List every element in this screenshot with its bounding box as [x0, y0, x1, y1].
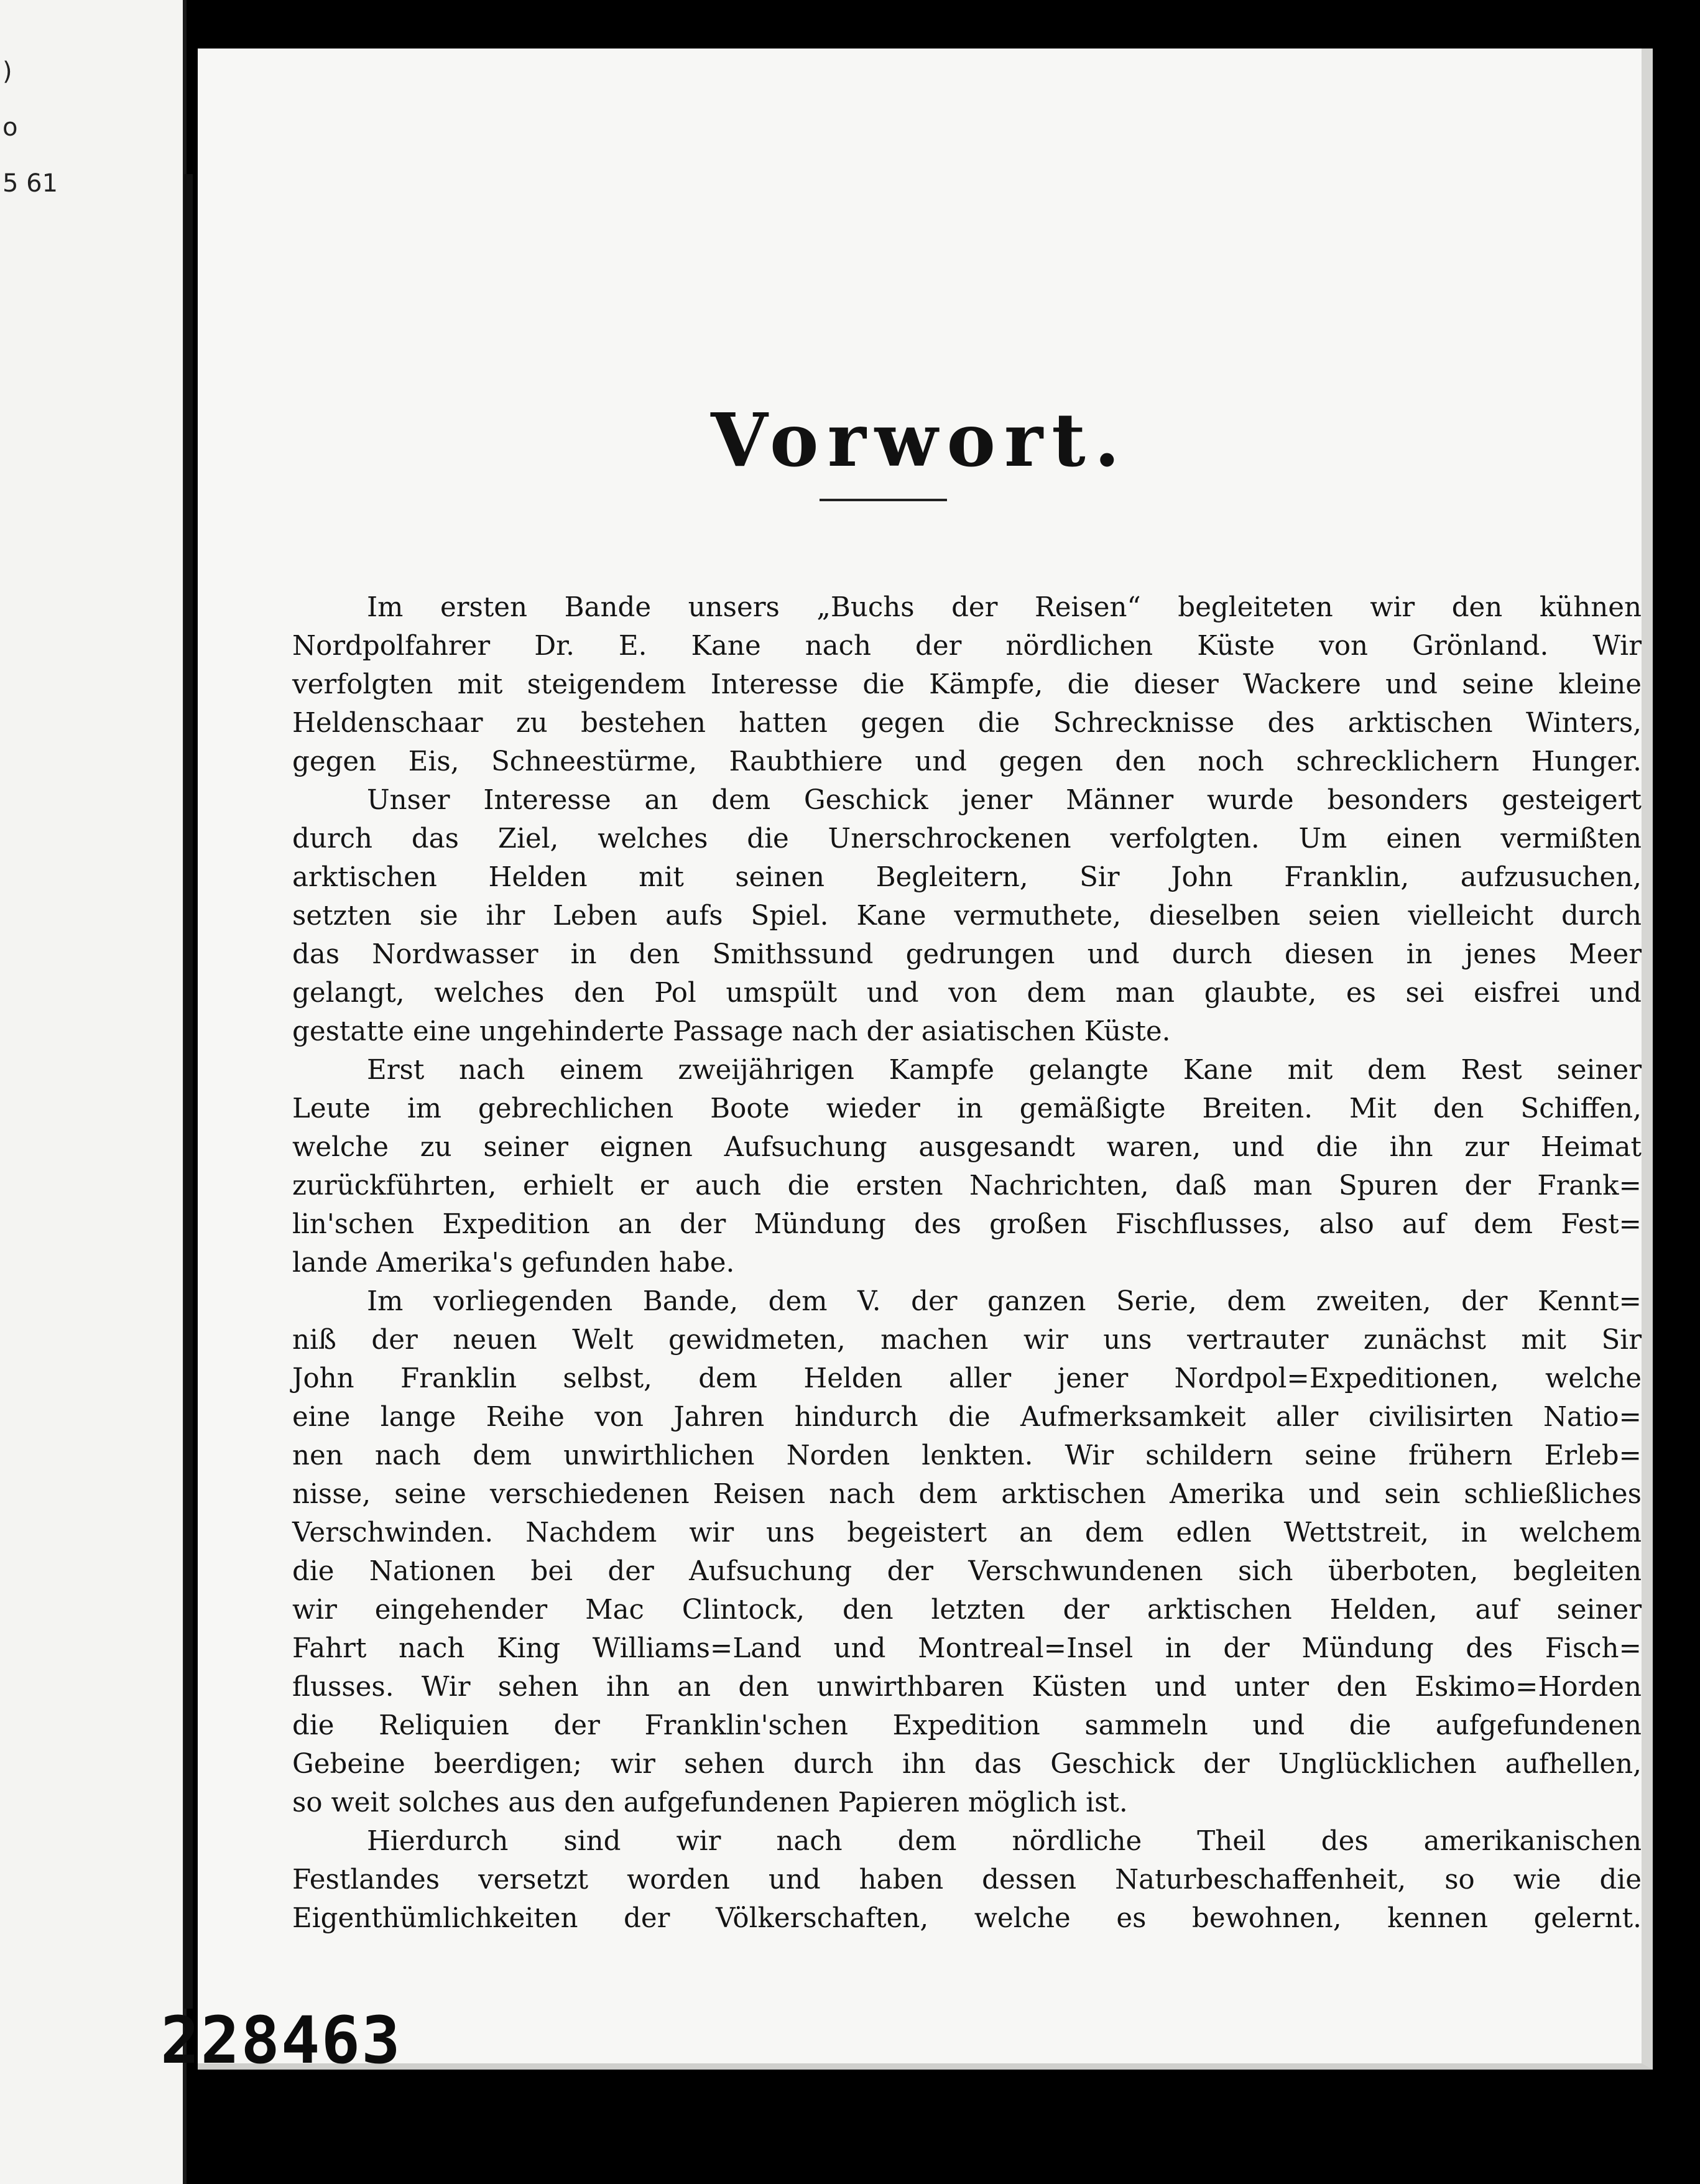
text-line: so weit solches aus den aufgefundenen Papieren möglich ist. — [292, 1787, 1128, 1818]
text-line: gegen Eis, Schneestürme, Raubthiere und gegen den noch schrecklichern Hunger. — [292, 746, 1642, 777]
text-line: gelangt, welches den Pol umspült und von dem man glaubte, es sei eisfrei und — [292, 978, 1642, 1009]
book-binding-edge — [184, 174, 193, 2009]
text-line: Heldenschaar zu bestehen hatten gegen die Schrecknisse des arktischen Winters, — [292, 708, 1642, 739]
scanned-page — [198, 49, 1653, 2070]
page-title: Vorwort. — [711, 397, 1129, 483]
text-line: Leute im gebrechlichen Boote wieder in gemäßigte Breiten. Mit den Schiffen, — [292, 1093, 1642, 1124]
margin-marks: ) o 5 61 — [2, 57, 58, 198]
text-line: Im ersten Bande unsers „Buchs der Reisen“ begleiteten wir den kühnen — [367, 592, 1642, 623]
inventory-stamp-number: 228463 — [160, 2002, 402, 2078]
text-line: Gebeine beerdigen; wir sehen durch ihn das Geschick der Unglücklichen aufhellen, — [292, 1749, 1642, 1780]
text-line: nen nach dem unwirthlichen Norden lenkten. Wir schildern seine frühern Erleb= — [292, 1440, 1642, 1471]
text-line: Unser Interesse an dem Geschick jener Männer wurde besonders gesteigert — [367, 785, 1642, 816]
text-line: gestatte eine ungehinderte Passage nach der asiatischen Küste. — [292, 1016, 1171, 1047]
text-line: die Reliquien der Franklin'schen Expedition sammeln und die aufgefundenen — [292, 1710, 1642, 1741]
text-line: flusses. Wir sehen ihn an den unwirthbaren Küsten und unter den Eskimo=Horden — [292, 1672, 1642, 1703]
text-line: Im vorliegenden Bande, dem V. der ganzen Serie, dem zweiten, der Kennt= — [367, 1286, 1642, 1317]
text-line: Festlandes versetzt worden und haben dessen Naturbeschaffenheit, so wie die — [292, 1864, 1642, 1895]
text-line: arktischen Helden mit seinen Begleitern, Sir John Franklin, aufzusuchen, — [292, 862, 1642, 893]
text-line: John Franklin selbst, dem Helden aller jener Nordpol=Expeditionen, welche — [292, 1363, 1642, 1394]
text-line: Verschwinden. Nachdem wir uns begeistert an dem edlen Wettstreit, in welchem — [292, 1517, 1642, 1548]
preface-text — [292, 588, 1642, 1938]
text-line: eine lange Reihe von Jahren hindurch die Aufmerksamkeit aller civilisirten Natio= — [292, 1402, 1642, 1433]
text-line: welche zu seiner eignen Aufsuchung ausgesandt waren, und die ihn zur Heimat — [292, 1132, 1642, 1163]
text-line: lande Amerika's gefunden habe. — [292, 1247, 735, 1279]
text-line: nisse, seine verschiedenen Reisen nach dem arktischen Amerika und sein schließliches — [292, 1479, 1642, 1510]
text-line: zurückführten, erhielt er auch die ersten Nachrichten, daß man Spuren der Frank= — [292, 1170, 1642, 1201]
text-line: durch das Ziel, welches die Unerschrockenen verfolgten. Um einen vermißten — [292, 823, 1642, 854]
text-line: verfolgten mit steigendem Interesse die Kämpfe, die dieser Wackere und seine kleine — [292, 669, 1642, 700]
text-line: lin'schen Expedition an der Mündung des großen Fischflusses, also auf dem Fest= — [292, 1209, 1642, 1240]
text-line: Nordpolfahrer Dr. E. Kane nach der nördlichen Küste von Grönland. Wir — [292, 631, 1642, 662]
title-divider — [820, 499, 947, 501]
text-line: die Nationen bei der Aufsuchung der Verschwundenen sich überboten, begleiten — [292, 1556, 1642, 1587]
text-line: Fahrt nach King Williams=Land und Montreal=Insel in der Mündung des Fisch= — [292, 1633, 1642, 1664]
text-line: Hierdurch sind wir nach dem nördliche Theil des amerikanischen — [367, 1826, 1642, 1857]
text-line: wir eingehender Mac Clintock, den letzten der arktischen Helden, auf seiner — [292, 1594, 1642, 1626]
text-line: Eigenthümlichkeiten der Völkerschaften, welche es bewohnen, kennen gelernt. — [292, 1903, 1642, 1934]
text-line: das Nordwasser in den Smithssund gedrungen und durch diesen in jenes Meer — [292, 939, 1642, 970]
previous-page-strip — [0, 0, 187, 2184]
text-line: niß der neuen Welt gewidmeten, machen wir uns vertrauter zunächst mit Sir — [292, 1325, 1642, 1356]
text-line: Erst nach einem zweijährigen Kampfe gelangte Kane mit dem Rest seiner — [367, 1055, 1642, 1086]
text-line: setzten sie ihr Leben aufs Spiel. Kane vermuthete, dieselben seien vielleicht durch — [292, 900, 1642, 932]
